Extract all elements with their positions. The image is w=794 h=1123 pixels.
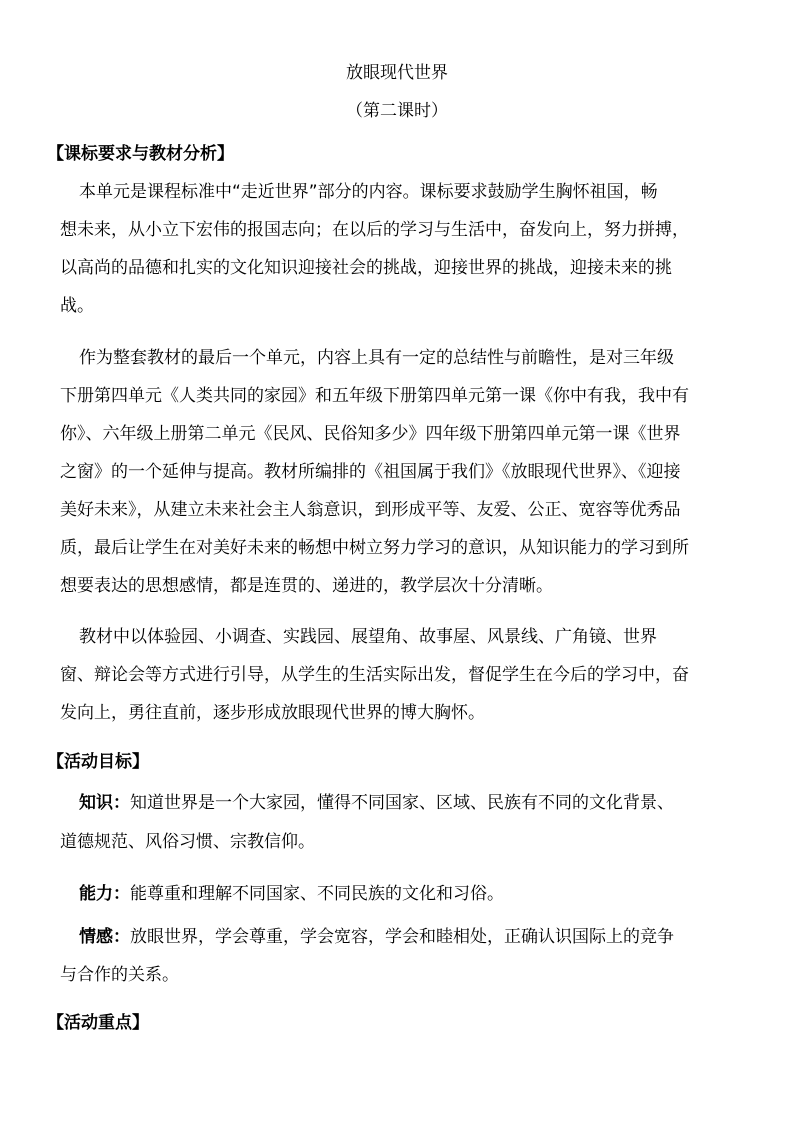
paragraph-line: 与合作的关系。 <box>60 965 179 985</box>
objective-text: 能尊重和理解不同国家、不同民族的文化和习俗。 <box>130 884 504 904</box>
objective-knowledge <box>79 792 674 814</box>
objective-emotion <box>79 926 674 948</box>
paragraph-line: 下册第四单元《人类共同的家园》和五年级下册第四单元第一课《你中有我，我中有 <box>60 386 689 406</box>
objective-label: 情感： <box>79 927 130 947</box>
paragraph-line: 想未来，从小立下宏伟的报国志向；在以后的学习与生活中，奋发向上，努力拼搏， <box>60 220 689 240</box>
paragraph-line: 之窗》的一个延伸与提高。教材所编排的《祖国属于我们》《放眼现代世界》、《迎接 <box>60 462 681 482</box>
paragraph-line: 质，最后让学生在对美好未来的畅想中树立努力学习的意识，从知识能力的学习到所 <box>60 538 689 558</box>
section-heading-key-points: 【活动重点】 <box>47 1013 149 1033</box>
paragraph-line: 道德规范、风俗习惯、宗教信仰。 <box>60 832 315 852</box>
document-title: 放眼现代世界 <box>346 63 448 83</box>
section-heading-curriculum: 【课标要求与教材分析】 <box>47 144 234 164</box>
paragraph-line: 作为整套教材的最后一个单元，内容上具有一定的总结性与前瞻性，是对三年级 <box>79 348 674 368</box>
objective-label: 知识： <box>79 793 130 813</box>
paragraph-line: 发向上，勇往直前，逐步形成放眼现代世界的博大胸怀。 <box>60 703 485 723</box>
section-heading-objectives: 【活动目标】 <box>47 752 149 772</box>
objective-text: 放眼世界，学会尊重，学会宽容，学会和睦相处，正确认识国际上的竞争 <box>130 927 674 947</box>
paragraph-line: 想要表达的思想感情，都是连贯的、递进的，教学层次十分清晰。 <box>60 576 553 596</box>
paragraph-line: 你》、六年级上册第二单元《民风、民俗知多少》四年级下册第四单元第一课《世界 <box>60 424 681 444</box>
paragraph-line: 以高尚的品德和扎实的文化知识迎接社会的挑战，迎接世界的挑战，迎接未来的挑 <box>60 258 672 278</box>
paragraph-line: 美好未来》，从建立未来社会主人翁意识，到形成平等、友爱、公正、宽容等优秀品 <box>60 500 681 520</box>
objective-label: 能力： <box>79 884 130 904</box>
paragraph-line: 教材中以体验园、小调查、实践园、展望角、故事屋、风景线、广角镜、世界 <box>79 627 657 647</box>
paragraph-line: 窗、辩论会等方式进行引导，从学生的生活实际出发，督促学生在今后的学习中，奋 <box>60 665 689 685</box>
paragraph-line: 战。 <box>60 296 94 316</box>
document-subtitle: （第二课时） <box>346 101 448 121</box>
paragraph-line: 本单元是课程标准中“走近世界”部分的内容。课标要求鼓励学生胸怀祖国，畅 <box>79 182 658 202</box>
objective-ability <box>79 883 504 905</box>
objective-text: 知道世界是一个大家园，懂得不同国家、区域、民族有不同的文化背景、 <box>130 793 674 813</box>
